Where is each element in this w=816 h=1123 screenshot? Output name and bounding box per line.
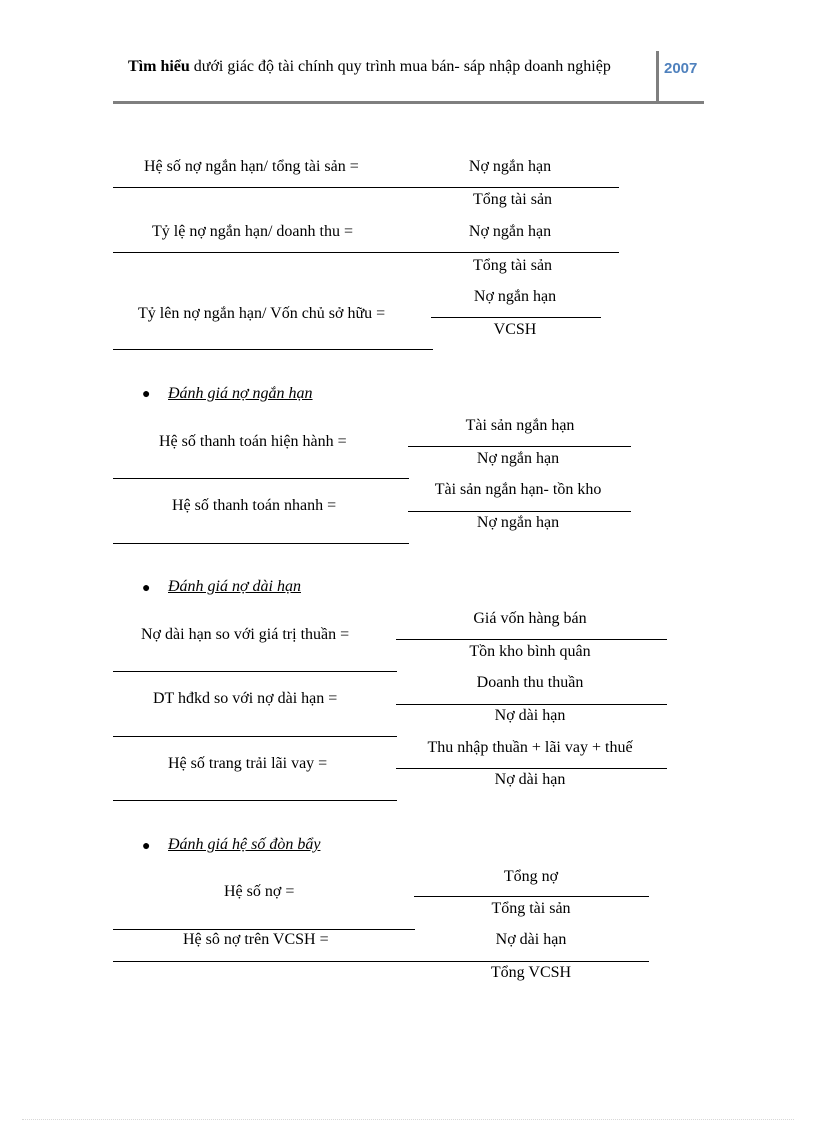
bullet-icon: ●	[142, 581, 151, 596]
ratio-numerator: Tổng nợ	[503, 868, 559, 885]
footer-rule	[22, 1119, 794, 1120]
ratio-numerator: Doanh thu thuần	[476, 674, 584, 691]
header-year: 2007	[664, 60, 698, 77]
bullet-icon: ●	[142, 387, 151, 402]
ratio-label: Tỷ lệ nợ ngắn hạn/ doanh thu =	[152, 223, 353, 240]
ratio-numerator: Nợ ngắn hạn	[468, 158, 552, 175]
ratio-label: Hệ số thanh toán hiện hành =	[159, 433, 347, 450]
fraction-line	[396, 704, 667, 705]
fraction-line	[113, 252, 619, 253]
ratio-label: Hệ số nợ ngắn hạn/ tổng tài sản =	[144, 158, 359, 175]
ratio-denominator: VCSH	[493, 321, 537, 338]
ratio-label: Hệ số trang trải lãi vay =	[168, 755, 328, 772]
bullet-icon: ●	[142, 839, 151, 854]
section-title-leverage: Đánh giá hệ số đòn bẩy	[168, 836, 321, 853]
ratio-label: Nợ dài hạn so với giá trị thuần =	[141, 626, 350, 643]
ratio-label: DT hđkd so với nợ dài hạn =	[153, 690, 338, 707]
ratio-denominator: Tồn kho bình quân	[469, 643, 591, 660]
fraction-line	[408, 446, 631, 447]
separator-line	[113, 478, 409, 479]
ratio-label: Hệ số nợ =	[224, 883, 295, 900]
ratio-denominator: Tổng tài sản	[472, 191, 553, 208]
page-header-title	[128, 59, 611, 75]
ratio-denominator: Tổng VCSH	[490, 964, 572, 981]
ratio-denominator: Nợ dài hạn	[494, 771, 566, 788]
ratio-denominator: Nợ ngắn hạn	[476, 514, 560, 531]
fraction-line	[414, 896, 649, 897]
separator-line	[113, 671, 397, 672]
ratio-numerator: Tài sản ngắn hạn- tồn kho	[434, 481, 602, 498]
ratio-label: Tỷ lên nợ ngắn hạn/ Vốn chủ sở hữu =	[138, 305, 386, 322]
ratio-label: Hệ sô nợ trên VCSH =	[183, 931, 329, 948]
ratio-numerator: Thu nhập thuần + lãi vay + thuế	[427, 739, 633, 756]
separator-line	[113, 736, 397, 737]
ratio-denominator: Nợ dài hạn	[494, 707, 566, 724]
fraction-line	[408, 511, 631, 512]
header-title-bold: Tìm hiểu	[128, 58, 190, 75]
ratio-numerator: Giá vốn hàng bán	[473, 610, 587, 627]
separator-line	[113, 349, 433, 350]
fraction-line	[396, 768, 667, 769]
section-title-long-debt: Đánh giá nợ dài hạn	[168, 578, 301, 595]
header-title-rest: dưới giác độ tài chính quy trình mua bán- sáp nhập doanh nghiệp	[189, 58, 611, 75]
fraction-line	[113, 961, 649, 962]
fraction-line	[396, 639, 667, 640]
section-title-short-debt: Đánh giá nợ ngắn hạn	[168, 385, 313, 402]
ratio-numerator: Tài sản ngắn hạn	[465, 417, 575, 434]
ratio-numerator: Nợ ngắn hạn	[468, 223, 552, 240]
ratio-denominator: Tổng tài sản	[472, 257, 553, 274]
header-rule	[113, 101, 704, 104]
ratio-numerator: Nợ dài hạn	[495, 931, 567, 948]
separator-line	[113, 543, 409, 544]
fraction-line	[113, 187, 619, 188]
ratio-label: Hệ số thanh toán nhanh =	[172, 497, 337, 514]
ratio-denominator: Nợ ngắn hạn	[476, 450, 560, 467]
fraction-line	[431, 317, 601, 318]
header-divider	[656, 51, 659, 103]
separator-line	[113, 800, 397, 801]
separator-line	[113, 929, 415, 930]
ratio-denominator: Tổng tài sản	[491, 900, 571, 917]
ratio-numerator: Nợ ngắn hạn	[473, 288, 557, 305]
